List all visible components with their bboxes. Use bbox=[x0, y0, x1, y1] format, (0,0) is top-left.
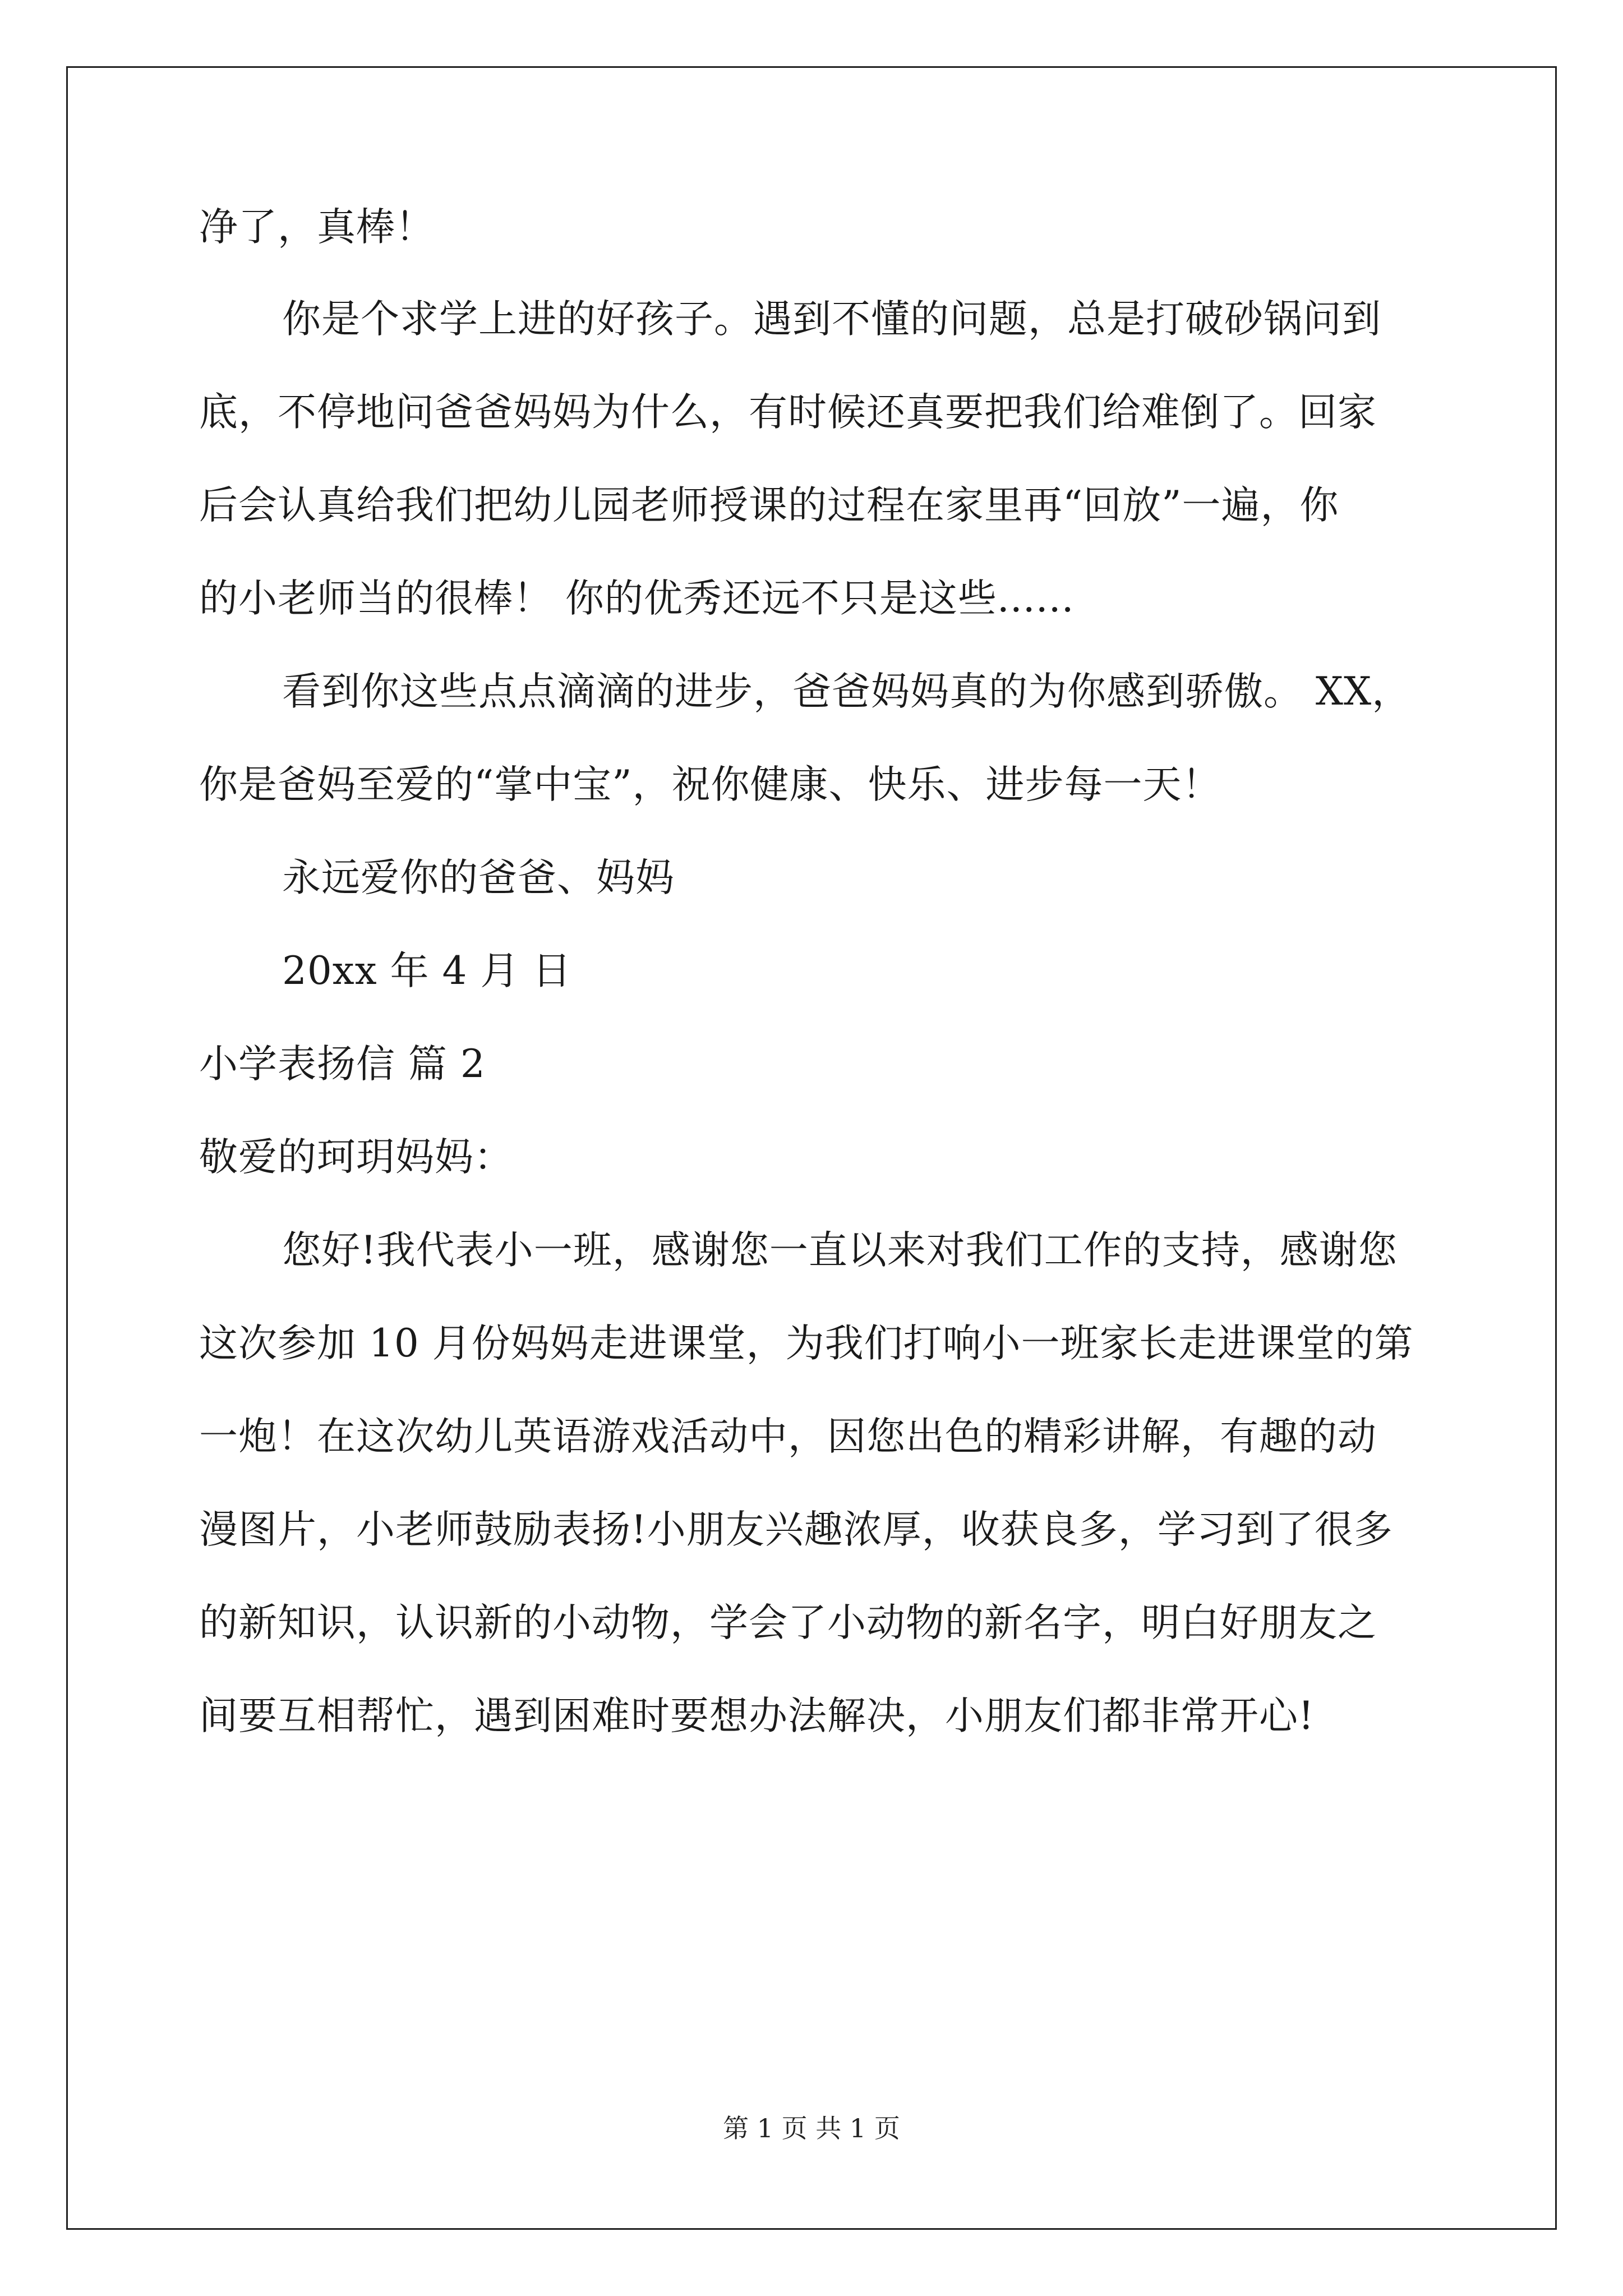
text-line: 净了，真棒！ bbox=[199, 205, 435, 250]
text-line: 你是爸妈至爱的“掌中宝”，祝你健康、快乐、进步每一天！ bbox=[199, 762, 1221, 807]
text-line: 一炮！在这次幼儿英语游戏活动中，因您出色的精彩讲解，有趣的动 bbox=[199, 1414, 1377, 1459]
text-line: 的新知识，认识新的小动物，学会了小动物的新名字，明白好朋友之 bbox=[199, 1600, 1377, 1645]
text-line: 底，不停地问爸爸妈妈为什么，有时候还真要把我们给难倒了。回家 bbox=[199, 390, 1377, 435]
text-line: 间要互相帮忙，遇到困难时要想办法解决，小朋友们都非常开心! bbox=[199, 1694, 1315, 1738]
text-line: 的小老师当的很棒！ 你的优秀还远不只是这些...... bbox=[199, 576, 1075, 621]
text-line: 这次参加 10 月份妈妈走进课堂，为我们打响小一班家长走进课堂的第 bbox=[199, 1321, 1414, 1366]
signature-line: 永远爱你的爸爸、妈妈 bbox=[282, 855, 675, 900]
salutation-line: 敬爱的珂玥妈妈： bbox=[199, 1135, 513, 1180]
text-line: 看到你这些点点滴滴的进步，爸爸妈妈真的为你感到骄傲。 XX， bbox=[282, 669, 1412, 714]
text-line: 后会认真给我们把幼儿园老师授课的过程在家里再“回放”一遍，你 bbox=[199, 483, 1339, 528]
section-heading: 小学表扬信 篇 2 bbox=[199, 1042, 486, 1087]
text-line: 漫图片，小老师鼓励表扬!小朋友兴趣浓厚，收获良多，学习到了很多 bbox=[199, 1507, 1393, 1552]
text-line: 你是个求学上进的好孩子。遇到不懂的问题，总是打破砂锅问到 bbox=[282, 297, 1381, 342]
text-line: 您好!我代表小一班，感谢您一直以来对我们工作的支持，感谢您 bbox=[282, 1228, 1398, 1273]
page-footer: 第 1 页 共 1 页 bbox=[723, 2113, 900, 2143]
date-line: 20xx 年 4 月 日 bbox=[282, 949, 572, 993]
